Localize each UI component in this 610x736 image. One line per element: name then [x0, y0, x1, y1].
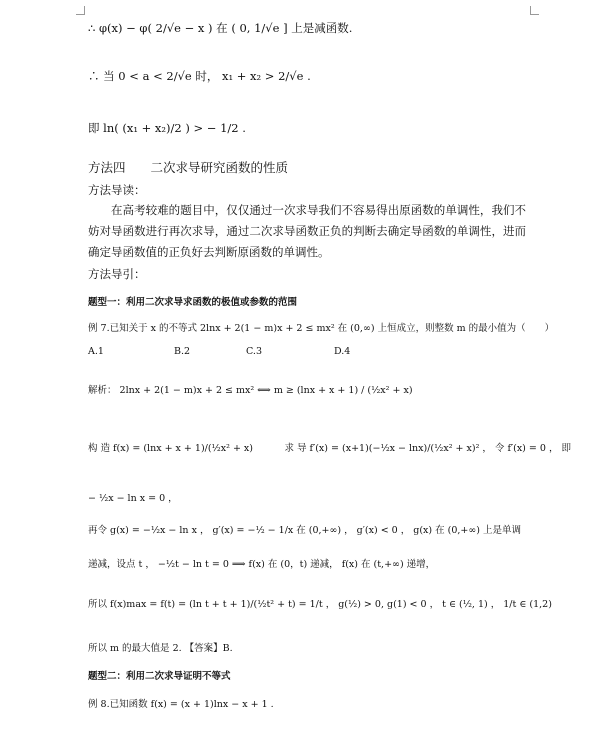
margin-corner-mark [76, 6, 85, 15]
option-d: D.4 [334, 346, 351, 357]
option-b: B.2 [174, 346, 191, 357]
section-title: 方法四 二次求导研究函数的性质 [88, 160, 289, 175]
solution-line-2: 构 造 f(x) = (lnx + x + 1)/(½x² + x) 求 导 f′(x) = (x+1)(−½x − lnx)/(½x² + x)² ， 令 f′(x) = 0 ， 即 [88, 443, 571, 454]
proof-line-condition: ∴ 当 0 < a < 2/√e 时， x₁ + x₂ > 2/√e . [88, 69, 311, 83]
proof-line-decreasing: ∴ φ(x) − φ( 2/√e − x ) 在 ( 0, 1/√e ] 上是减函数. [88, 21, 353, 35]
method-guide-label: 方法导引： [88, 267, 146, 281]
margin-corner-mark [530, 6, 539, 15]
question-type-1-heading: 题型一：利用二次求导求函数的极值或参数的范围 [88, 297, 298, 308]
question-type-2-heading: 题型二：利用二次求导证明不等式 [88, 671, 231, 682]
option-c: C.3 [246, 346, 262, 357]
solution-line-1: 解析： 2lnx + 2(1 − m)x + 2 ≤ mx² ⟺ m ≥ (lnx + x + 1) / (½x² + x) [88, 385, 413, 396]
method-intro-paragraph: 在高考较难的题目中，仅仅通过一次求导我们不容易得出原函数的单调性，我们不妨对导函数进行再次求导，通过二次求导函数正负的判断去确定导函数的单调性，进而确定导函数值的正负好去判断原函数的单调性。 [88, 203, 526, 259]
example-7-options [88, 346, 350, 357]
solution-line-3: − ½x − ln x = 0 ， [88, 493, 178, 504]
solution-line-6: 所以 f(x)max = f(t) = (ln t + t + 1)/(½t² + t) = 1/t ， g(½) > 0, g(1) < 0 ， t ∈ (½, 1) ， 1/t ∈ (1,2) [88, 599, 552, 610]
example-8-statement: 例 8.已知函数 f(x) = (x + 1)lnx − x + 1 . [88, 699, 274, 710]
example-7-statement: 例 7.已知关于 x 的不等式 2lnx + 2(1 − m)x + 2 ≤ mx² 在 (0,∞) 上恒成立，则整数 m 的最小值为（ ） [88, 323, 555, 334]
solution-answer: 所以 m 的最大值是 2. 【答案】B. [88, 643, 233, 654]
method-intro-label: 方法导读： [88, 183, 146, 197]
option-a: A.1 [88, 346, 104, 357]
solution-line-4: 再令 g(x) = −½x − ln x ， g′(x) = −½ − 1/x 在 (0,+∞) ， g′(x) < 0 ， g(x) 在 (0,+∞) 上是单调 [88, 525, 522, 536]
solution-line-5: 递减，设点 t ， −½t − ln t = 0 ⟹ f(x) 在 (0，t) 递减， f(x) 在 (t,+∞) 递增， [88, 559, 436, 570]
proof-line-conclusion: 即 ln( (x₁ + x₂)/2 ) > − 1/2 . [88, 121, 246, 135]
